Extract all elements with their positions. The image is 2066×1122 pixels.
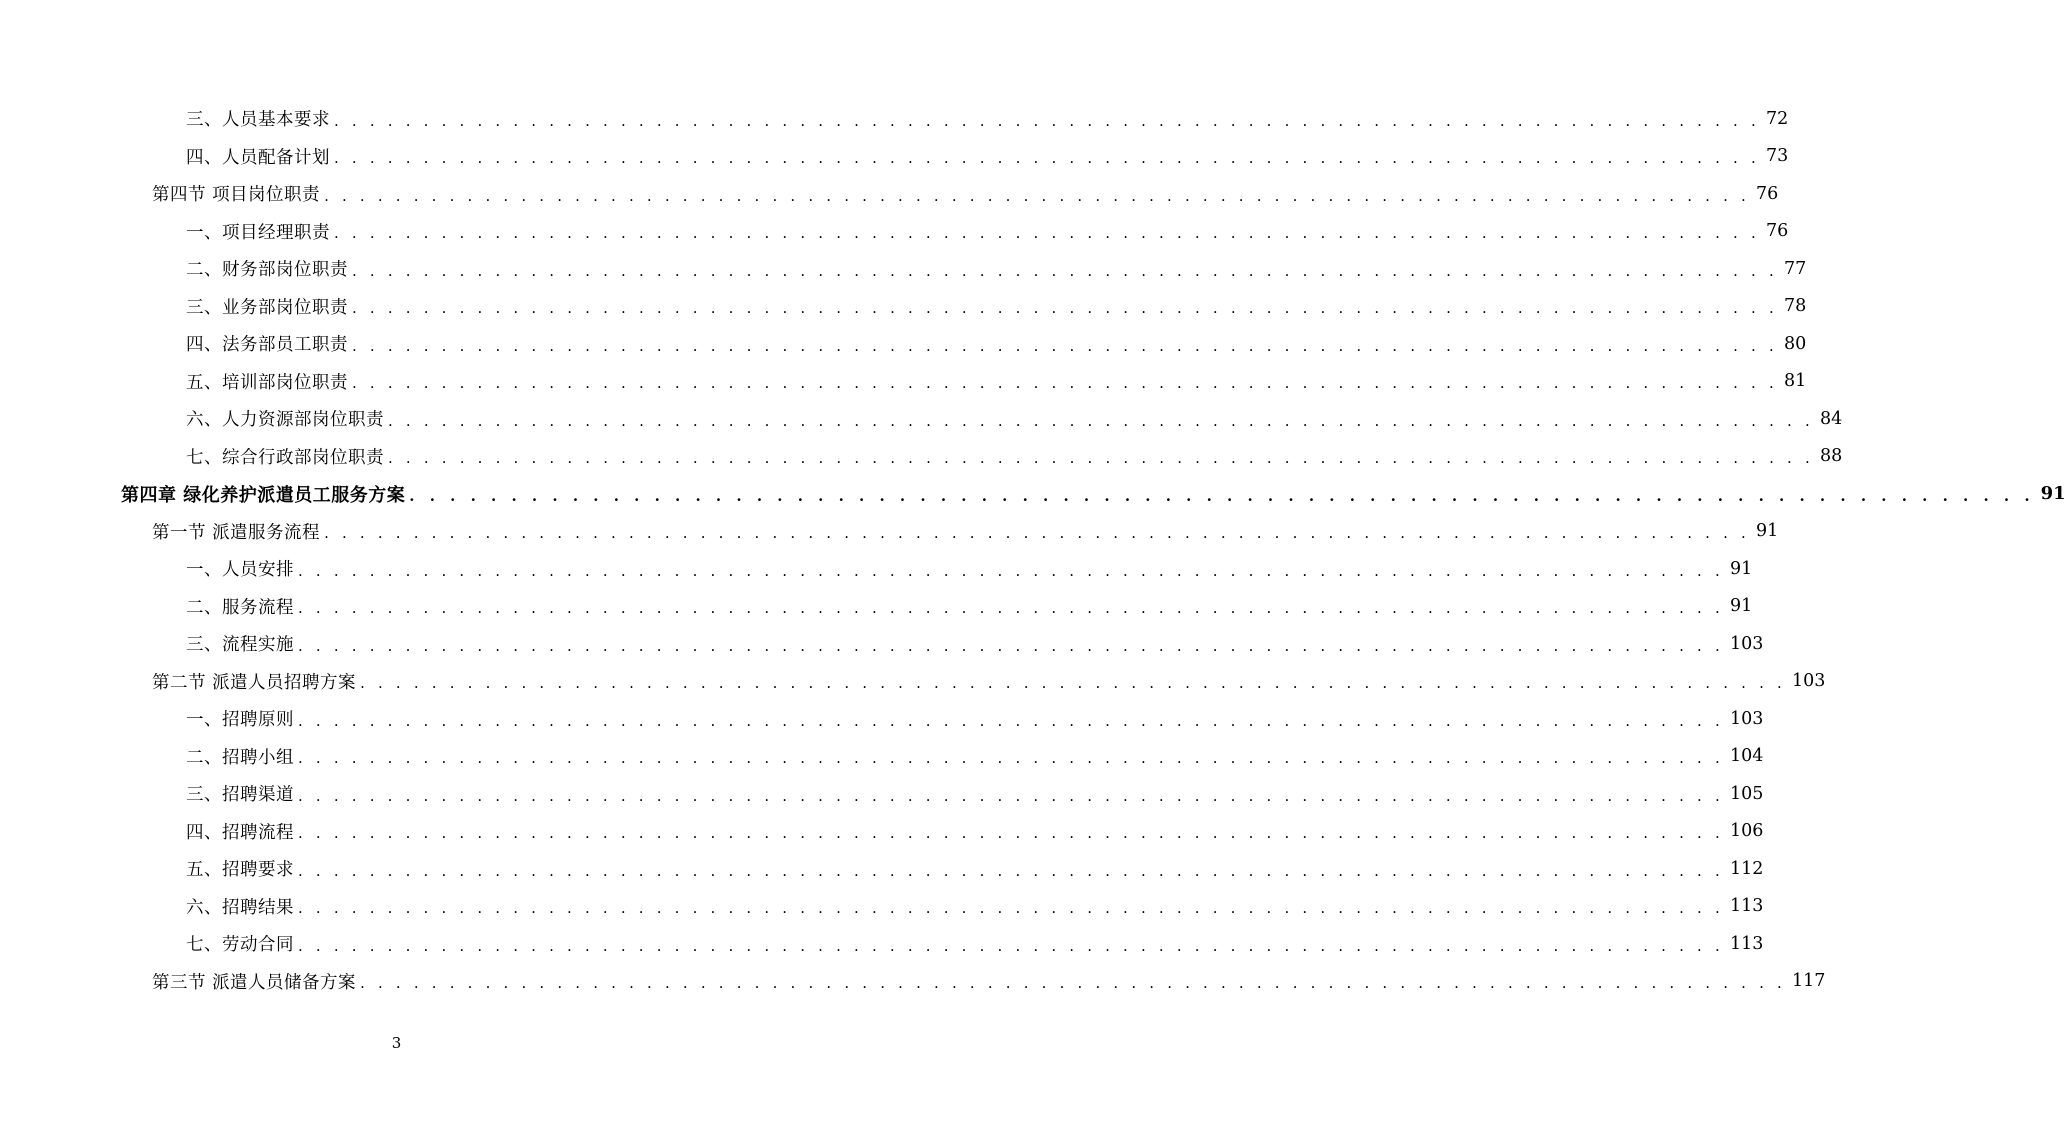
toc-entry-page: 77 (1783, 258, 1807, 279)
toc-leader-dots: . . . . . . . . . . . . . . . . . . . . . . . . . . . . . . . . . . . . . . . . . . . . . . . . . . . . . . . . . . . . . . . . . . . . . . . . . . . . . . . . (352, 261, 1778, 280)
toc-leader-dots: . . . . . . . . . . . . . . . . . . . . . . . . . . . . . . . . . . . . . . . . . . . . . . . . . . . . . . . . . . . . . . . . . . . . . . . . . . . . . . . . (388, 449, 1814, 468)
toc-leader-dots: . . . . . . . . . . . . . . . . . . . . . . . . . . . . . . . . . . . . . . . . . . . . . . . . . . . . . . . . . . . . . . . . . . . . . . . . . . . . . . . . (298, 749, 1724, 768)
toc-entry[interactable] (0, 288, 1807, 326)
toc-entry[interactable] (0, 400, 1843, 438)
toc-entry[interactable] (0, 963, 1826, 1001)
toc-entry-title: 四、人员配备计划 (186, 147, 330, 168)
toc-entry-title: 四、法务部员工职责 (186, 335, 348, 356)
toc-leader-dots: . . . . . . . . . . . . . . . . . . . . . . . . . . . . . . . . . . . . . . . . . . . . . . . . . . . . . . . . . . . . . . . . . . . . . . . . . . . . . . . . (298, 899, 1724, 918)
toc-entry-title: 三、业务部岗位职责 (186, 297, 348, 318)
toc-entry-title: 一、招聘原则 (186, 710, 294, 731)
toc-leader-dots: . . . . . . . . . . . . . . . . . . . . . . . . . . . . . . . . . . . . . . . . . . . . . . . . . . . . . . . . . . . . . . . . . . . . . . . . . . . . . . . . (360, 674, 1786, 693)
toc-entry-page: 91 (1729, 558, 1753, 579)
toc-leader-dots: . . . . . . . . . . . . . . . . . . . . . . . . . . . . . . . . . . . . . . . . . . . . . . . . . . . . . . . . . . . . . . . . . . . . . . . . . . . . . . . . (334, 224, 1760, 243)
toc-entry-page: 81 (1783, 371, 1807, 392)
toc-leader-dots: . . . . . . . . . . . . . . . . . . . . . . . . . . . . . . . . . . . . . . . . . . . . . . . . . . . . . . . . . . . . . . . . . . . . . . . . . . . . . . . . (352, 336, 1778, 355)
toc-leader-dots: . . . . . . . . . . . . . . . . . . . . . . . . . . . . . . . . . . . . . . . . . . . . . . . . . . . . . . . . . . . . . . . . . . . . . . . . . . . . . . . . (324, 186, 1750, 205)
toc-entry[interactable] (0, 775, 1764, 813)
toc-entry-page: 80 (1783, 333, 1807, 354)
toc-entry-page: 76 (1756, 183, 1779, 204)
toc-leader-dots: . . . . . . . . . . . . . . . . . . . . . . . . . . . . . . . . . . . . . . . . . . . . . . . . . . . . . . . . . . . . . . . . . . . . . . . . . . . . . . . . (352, 374, 1778, 393)
page-number: 3 (391, 1034, 402, 1052)
toc-entry-title: 第二节 派遣人员招聘方案 (152, 672, 357, 693)
toc-entry-title: 二、招聘小组 (186, 747, 294, 768)
toc-leader-dots: . . . . . . . . . . . . . . . . . . . . . . . . . . . . . . . . . . . . . . . . . . . . . . . . . . . . . . . . . . . . . . . . . . . . . . . . . . . . . . . . (298, 824, 1724, 843)
toc-entry-page: 103 (1792, 671, 1826, 692)
toc-leader-dots: . . . . . . . . . . . . . . . . . . . . . . . . . . . . . . . . . . . . . . . . . . . . . . . . . . . . . . . . . . . . . . . . . . . . . . . . . . . . . . . . (298, 936, 1724, 955)
toc-entry-page: 91 (1729, 596, 1753, 617)
toc-leader-dots: . . . . . . . . . . . . . . . . . . . . . . . . . . . . . . . . . . . . . . . . . . . . . . . . . . . . . . . . . . . . . . . . . . . . . . . . . . . . . . . . (409, 486, 2035, 505)
toc-entry-page: 73 (1765, 146, 1789, 167)
toc-entry[interactable] (0, 550, 1753, 588)
toc-entry[interactable] (0, 138, 1789, 176)
toc-entry-title: 六、招聘结果 (186, 897, 294, 918)
toc-entry-title: 七、劳动合同 (186, 935, 294, 956)
toc-entry[interactable] (0, 250, 1807, 288)
toc-entry[interactable] (0, 513, 1779, 551)
toc-entry[interactable] (0, 738, 1764, 776)
toc-leader-dots: . . . . . . . . . . . . . . . . . . . . . . . . . . . . . . . . . . . . . . . . . . . . . . . . . . . . . . . . . . . . . . . . . . . . . . . . . . . . . . . . (324, 524, 1750, 543)
toc-entry[interactable] (0, 475, 2066, 513)
toc-entry[interactable] (0, 100, 1789, 138)
toc-entry[interactable] (0, 625, 1764, 663)
toc-leader-dots: . . . . . . . . . . . . . . . . . . . . . . . . . . . . . . . . . . . . . . . . . . . . . . . . . . . . . . . . . . . . . . . . . . . . . . . . . . . . . . . . (360, 974, 1786, 993)
toc-entry-title: 第三节 派遣人员储备方案 (152, 972, 357, 993)
toc-entry-page: 91 (2040, 483, 2066, 505)
toc-entry-title: 第四章 绿化养护派遣员工服务方案 (121, 484, 406, 506)
toc-entry-title: 二、服务流程 (186, 597, 294, 618)
toc-leader-dots: . . . . . . . . . . . . . . . . . . . . . . . . . . . . . . . . . . . . . . . . . . . . . . . . . . . . . . . . . . . . . . . . . . . . . . . . . . . . . . . . (298, 599, 1724, 618)
toc-entry-page: 78 (1783, 296, 1807, 317)
toc-entry-title: 一、人员安排 (186, 560, 294, 581)
toc-entry-page: 72 (1765, 108, 1789, 129)
toc-entry-page: 117 (1792, 971, 1826, 992)
toc-entry[interactable] (0, 700, 1764, 738)
toc-entry-title: 三、招聘渠道 (186, 785, 294, 806)
toc-entry[interactable] (0, 363, 1807, 401)
toc-entry[interactable] (0, 588, 1753, 626)
toc-entry-page: 84 (1819, 408, 1843, 429)
toc-entry-title: 六、人力资源部岗位职责 (186, 410, 384, 431)
toc-entry-page: 88 (1819, 446, 1843, 467)
table-of-contents (0, 100, 2066, 1000)
toc-entry-title: 七、综合行政部岗位职责 (186, 447, 384, 468)
toc-entry[interactable] (0, 438, 1843, 476)
toc-leader-dots: . . . . . . . . . . . . . . . . . . . . . . . . . . . . . . . . . . . . . . . . . . . . . . . . . . . . . . . . . . . . . . . . . . . . . . . . . . . . . . . . (298, 861, 1724, 880)
toc-entry-title: 第一节 派遣服务流程 (152, 522, 321, 543)
toc-entry[interactable] (0, 325, 1807, 363)
toc-entry[interactable] (0, 813, 1764, 851)
toc-leader-dots: . . . . . . . . . . . . . . . . . . . . . . . . . . . . . . . . . . . . . . . . . . . . . . . . . . . . . . . . . . . . . . . . . . . . . . . . . . . . . . . . (352, 299, 1778, 318)
toc-entry-page: 103 (1729, 708, 1764, 729)
toc-entry[interactable] (0, 663, 1826, 701)
toc-entry-title: 三、流程实施 (186, 635, 294, 656)
toc-leader-dots: . . . . . . . . . . . . . . . . . . . . . . . . . . . . . . . . . . . . . . . . . . . . . . . . . . . . . . . . . . . . . . . . . . . . . . . . . . . . . . . . (334, 111, 1760, 130)
toc-entry[interactable] (0, 175, 1779, 213)
toc-leader-dots: . . . . . . . . . . . . . . . . . . . . . . . . . . . . . . . . . . . . . . . . . . . . . . . . . . . . . . . . . . . . . . . . . . . . . . . . . . . . . . . . (298, 636, 1724, 655)
toc-leader-dots: . . . . . . . . . . . . . . . . . . . . . . . . . . . . . . . . . . . . . . . . . . . . . . . . . . . . . . . . . . . . . . . . . . . . . . . . . . . . . . . . (298, 711, 1724, 730)
toc-leader-dots: . . . . . . . . . . . . . . . . . . . . . . . . . . . . . . . . . . . . . . . . . . . . . . . . . . . . . . . . . . . . . . . . . . . . . . . . . . . . . . . . (298, 786, 1724, 805)
toc-entry-title: 五、培训部岗位职责 (186, 372, 348, 393)
toc-entry[interactable] (0, 850, 1764, 888)
toc-leader-dots: . . . . . . . . . . . . . . . . . . . . . . . . . . . . . . . . . . . . . . . . . . . . . . . . . . . . . . . . . . . . . . . . . . . . . . . . . . . . . . . . (334, 149, 1760, 168)
toc-entry-page: 76 (1765, 221, 1789, 242)
toc-entry[interactable] (0, 925, 1764, 963)
toc-entry-page: 105 (1729, 783, 1764, 804)
toc-entry-title: 一、项目经理职责 (186, 222, 330, 243)
toc-entry-page: 104 (1729, 746, 1764, 767)
toc-entry-title: 四、招聘流程 (186, 822, 294, 843)
toc-entry-page: 113 (1729, 896, 1764, 917)
toc-entry-title: 三、人员基本要求 (186, 110, 330, 131)
toc-entry-page: 113 (1729, 933, 1764, 954)
toc-entry-title: 第四节 项目岗位职责 (152, 185, 321, 206)
toc-entry[interactable] (0, 213, 1789, 251)
toc-entry-page: 106 (1729, 821, 1764, 842)
toc-entry[interactable] (0, 888, 1764, 926)
toc-entry-page: 112 (1729, 858, 1764, 879)
toc-entry-page: 91 (1756, 521, 1779, 542)
toc-entry-page: 103 (1729, 633, 1764, 654)
toc-entry-title: 五、招聘要求 (186, 860, 294, 881)
toc-leader-dots: . . . . . . . . . . . . . . . . . . . . . . . . . . . . . . . . . . . . . . . . . . . . . . . . . . . . . . . . . . . . . . . . . . . . . . . . . . . . . . . . (298, 561, 1724, 580)
toc-entry-title: 二、财务部岗位职责 (186, 260, 348, 281)
toc-leader-dots: . . . . . . . . . . . . . . . . . . . . . . . . . . . . . . . . . . . . . . . . . . . . . . . . . . . . . . . . . . . . . . . . . . . . . . . . . . . . . . . . (388, 411, 1814, 430)
